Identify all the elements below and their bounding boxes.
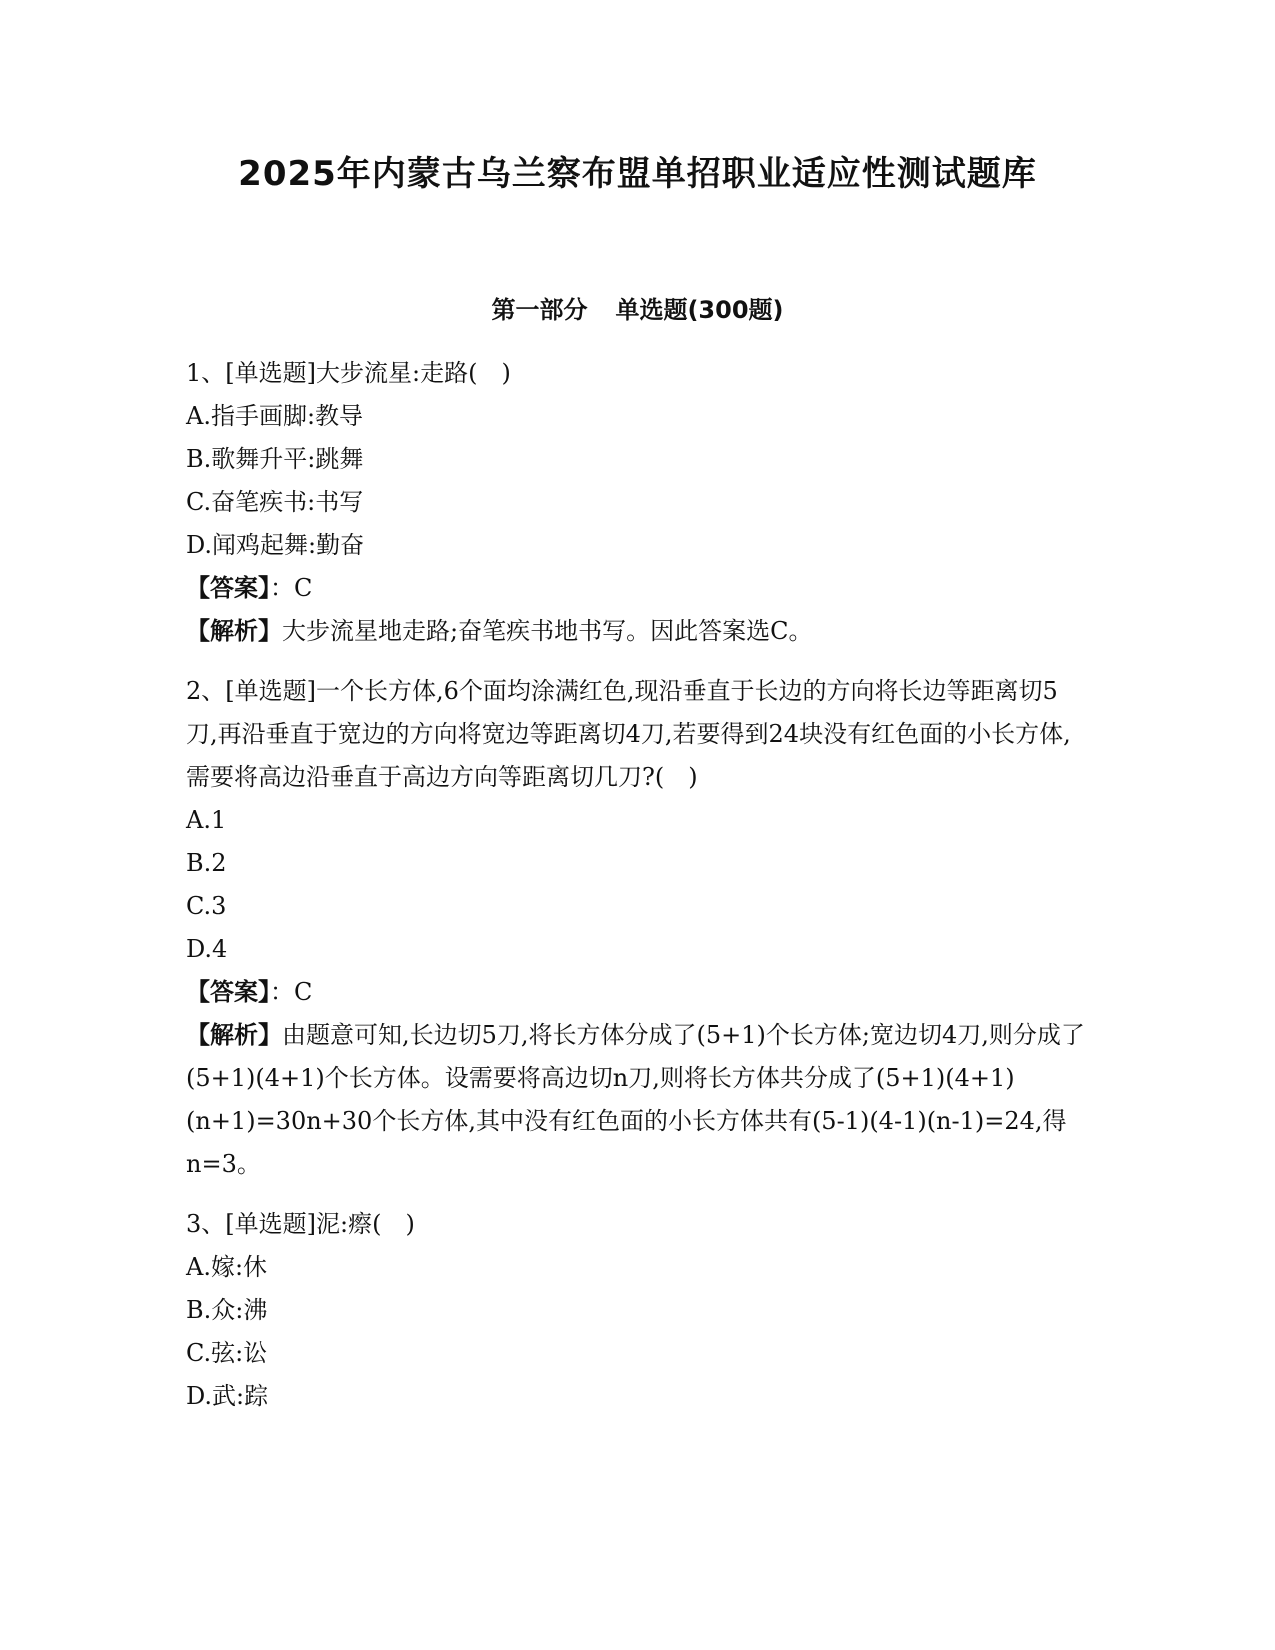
option-b: B.众:沸 [186, 1296, 268, 1324]
analysis-label: 【解析】 [186, 617, 282, 645]
answer-line [186, 971, 1086, 1014]
option-c: C.奋笔疾书:书写 [186, 488, 364, 516]
option-a: A.指手画脚:教导 [186, 402, 364, 430]
section-name: 单选题(300题) [615, 296, 784, 324]
answer-label: 【答案】 [186, 574, 270, 602]
section-title [0, 290, 1275, 325]
question-1 [186, 352, 1086, 653]
analysis-line [186, 1014, 1086, 1186]
analysis-label: 【解析】 [186, 1021, 282, 1049]
option-c: C.弦:讼 [186, 1339, 268, 1367]
option-d: D.武:踪 [186, 1382, 269, 1410]
analysis-text: 由题意可知,长边切5刀,将长方体分成了(5+1)个长方体;宽边切4刀,则分成了(5+1)(4+1)个长方体。设需要将高边切n刀,则将长方体共分成了(5+1)(4+1)(n+1)=30n+30个长方体,其中没有红色面的小长方体共有(5-1)(4-1)(n-1)=24,得n=3。 [186, 1021, 1085, 1178]
analysis-line [186, 610, 1086, 653]
answer-separator: ： [270, 978, 294, 1006]
answer-line [186, 567, 1086, 610]
question-list [186, 352, 1086, 1418]
analysis-text: 大步流星地走路;奋笔疾书地书写。因此答案选C。 [282, 617, 813, 645]
document-title: 2025年内蒙古乌兰察布盟单招职业适应性测试题库 [238, 154, 1037, 194]
answer-separator: ： [270, 574, 294, 602]
option-c: C.3 [186, 892, 227, 920]
option-b: B.2 [186, 849, 227, 877]
section-part: 第一部分 [491, 296, 588, 324]
question-stem: 1、[单选题]大步流星:走路( ) [186, 359, 511, 387]
option-b: B.歌舞升平:跳舞 [186, 445, 364, 473]
question-2 [186, 670, 1086, 1186]
answer-label: 【答案】 [186, 978, 270, 1006]
option-a: A.1 [186, 806, 227, 834]
option-d: D.闻鸡起舞:勤奋 [186, 531, 365, 559]
question-stem: 3、[单选题]泥:瘵( ) [186, 1210, 415, 1238]
answer-value: C [294, 978, 313, 1006]
option-d: D.4 [186, 935, 228, 963]
option-a: A.嫁:休 [186, 1253, 268, 1281]
answer-value: C [294, 574, 313, 602]
question-stem: 2、[单选题]一个长方体,6个面均涂满红色,现沿垂直于长边的方向将长边等距离切5刀,再沿垂直于宽边的方向将宽边等距离切4刀,若要得到24块没有红色面的小长方体,需要将高边沿垂直于高边方向等距离切几刀?( ) [186, 677, 1071, 791]
question-3 [186, 1203, 1086, 1418]
